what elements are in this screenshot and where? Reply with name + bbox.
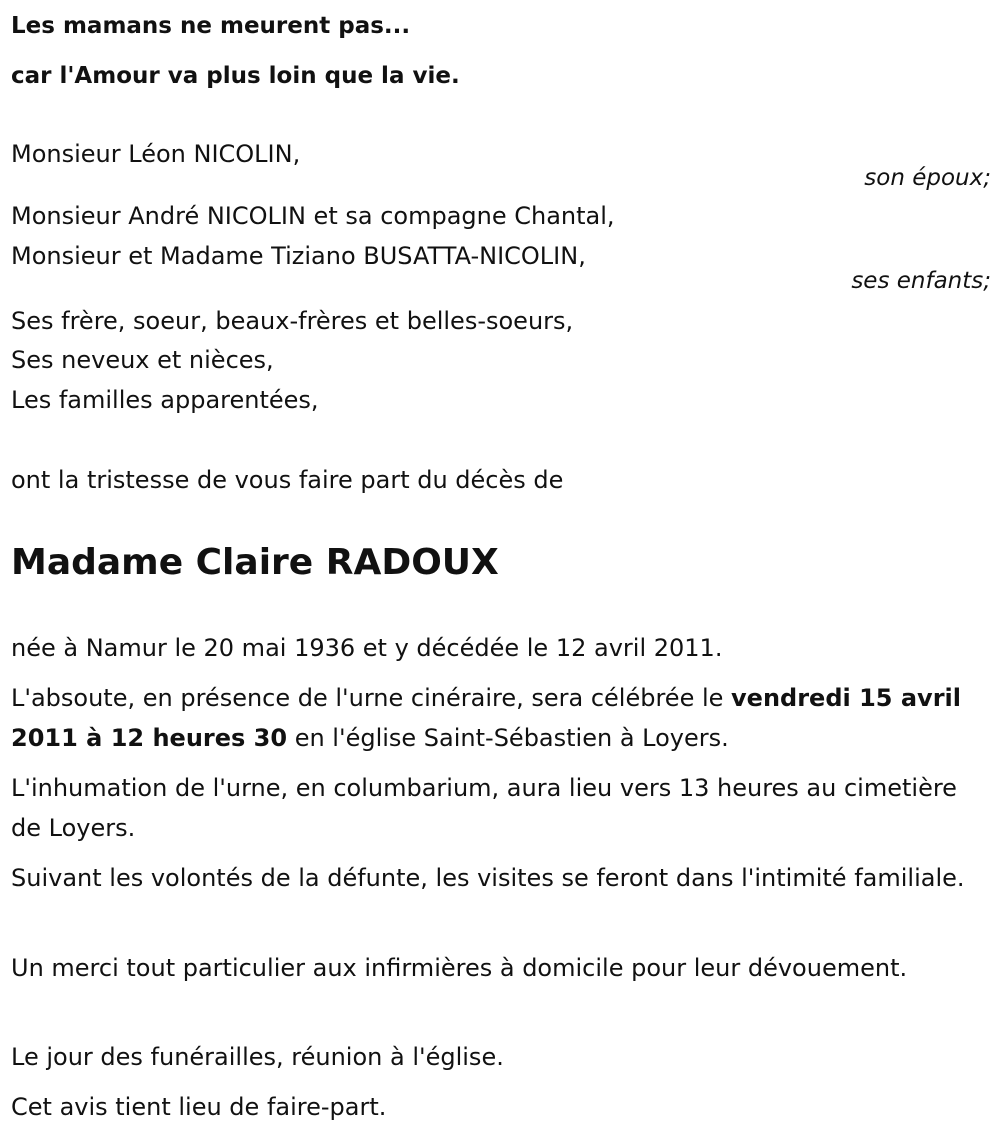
- deceased-name: Madame Claire RADOUX: [11, 542, 499, 583]
- absoute-text: [11, 678, 986, 758]
- children-role: ses enfants;: [851, 268, 991, 294]
- thanks-text: Un merci tout particulier aux infirmières à domicile pour leur dévouement.: [11, 954, 908, 982]
- announcement-text: ont la tristesse de vous faire part du décès de: [11, 466, 564, 494]
- reunion-text: Le jour des funérailles, réunion à l'église.: [11, 1043, 504, 1071]
- epitaph-line-2: car l'Amour va plus loin que la vie.: [11, 63, 460, 89]
- spouse-name: Monsieur Léon NICOLIN,: [11, 140, 301, 168]
- absoute-date: vendredi 15 avril 2011 à 12 heures 30: [11, 684, 961, 752]
- birth-death-text: née à Namur le 20 mai 1936 et y décédée le 12 avril 2011.: [11, 634, 723, 662]
- notice-text: Cet avis tient lieu de faire-part.: [11, 1093, 387, 1121]
- inhumation-text: L'inhumation de l'urne, en columbarium, aura lieu vers 13 heures au cimetière de Loyers.: [11, 774, 957, 842]
- relatives-siblings: Ses frère, soeur, beaux-frères et belles-soeurs,: [11, 307, 574, 335]
- visits-text: Suivant les volontés de la défunte, les visites se feront dans l'intimité familiale.: [11, 864, 965, 892]
- child-2-name: Monsieur et Madame Tiziano BUSATTA-NICOLIN,: [11, 242, 586, 270]
- child-1-name: Monsieur André NICOLIN et sa compagne Chantal,: [11, 202, 615, 230]
- relatives-families: Les familles apparentées,: [11, 386, 319, 414]
- spouse-role: son époux;: [864, 165, 991, 191]
- epitaph-line-1: Les mamans ne meurent pas...: [11, 13, 411, 39]
- absoute-text-after: en l'église Saint-Sébastien à Loyers.: [287, 724, 729, 752]
- absoute-text-before: L'absoute, en présence de l'urne cinéraire, sera célébrée le: [11, 684, 732, 712]
- relatives-nephews: Ses neveux et nièces,: [11, 346, 274, 374]
